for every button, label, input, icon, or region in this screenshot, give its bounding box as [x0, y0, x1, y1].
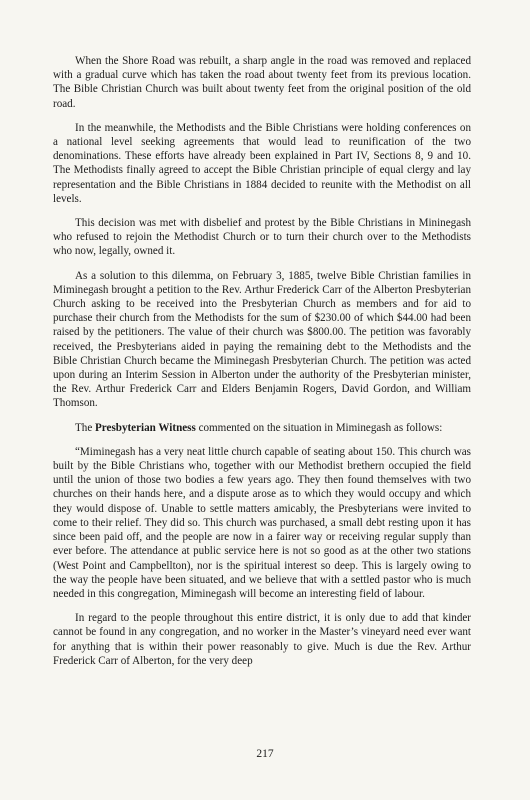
- block-quote: “Miminegash has a very neat little church capable of seating about 150. This church was built by the Bible Christians who, together with our Methodist brethern occupied the field until the union of those two bodies a few years ago. They then found themselves with two churches on their hands here, and a dispute arose as to which they would occupy and which they would dispose of. Unable to settle matters amicably, the Presbyterians were invited to come to their relief. They did so. This church was purchased, a small debt resting upon it has since been paid off, and the people are now in a fairer way or receiving regular supply than ever before. The attendance at public service here is not so good as at the other two stations (West Point and Campbellton), nor is the spiritual interest so deep. This is largely owing to the way the people have been situated, and we believe that with a settled pastor who is much needed in this congregation, Miminegash will become an interesting field of labour.: [53, 445, 471, 600]
- paragraph-closing: In regard to the people throughout this entire district, it is only due to add that kinder cannot be found in any congregation, and no worker in the Master’s vineyard need ever want for anything that is within their power reasonably to give. Much is due the Rev. Arthur Frederick Carr of Alberton, for the very deep: [53, 612, 471, 667]
- paragraph-petition: As a solution to this dilemma, on February 3, 1885, twelve Bible Christian families in Miminegash brought a petition to the Rev. Arthur Frederick Carr of the Alberton Presbyterian Church asking to be received into the Presbyterian Church as members and for aid to purchase their church from the Methodists for the sum of $230.00 of which $44.00 had been raised by the petitioners. The value of their church was $800.00. The petition was favorably received, the Presbyterians aided in paying the remaining debt to the Methodists and the Bible Christian Church became the Miminegash Presbyterian Church. The petition was acted upon during an Interim Session in Alberton under the authority of the Presbyterian minister, the Rev. Arthur Frederick Carr and Elders Benjamin Rogers, David Gordon, and William Thomson.: [53, 269, 471, 410]
- paragraph-witness-intro: [53, 421, 471, 435]
- paragraph-conferences: In the meanwhile, the Methodists and the Bible Christians were holding conferences on a national level seeking agreements that would lead to reunification of the two denominations. These efforts have already been explained in Part IV, Sections 8, 9 and 10. The Methodists finally agreed to accept the Bible Christian principle of equal clergy and lay representation and the Bible Christians in 1884 decided to reunite with the Methodist on all levels.: [53, 121, 471, 205]
- page-number: 217: [256, 748, 274, 760]
- witness-prefix: The: [75, 421, 96, 434]
- paragraph-shore-road: When the Shore Road was rebuilt, a sharp angle in the road was removed and replaced with a gradual curve which has taken the road about twenty feet from its previous location. The Bible Christian Church was built about twenty feet from the original position of the old road.: [53, 55, 471, 110]
- body-text: [53, 54, 471, 678]
- witness-suffix: commented on the situation in Miminegash as follows:: [195, 421, 443, 434]
- paragraph-decision: This decision was met with disbelief and protest by the Bible Christians in Mininegash who refused to rejoin the Methodist Church or to turn their church over to the Methodists who now, legally, owned it.: [53, 217, 471, 258]
- publication-title: Presbyterian Witness: [95, 421, 196, 434]
